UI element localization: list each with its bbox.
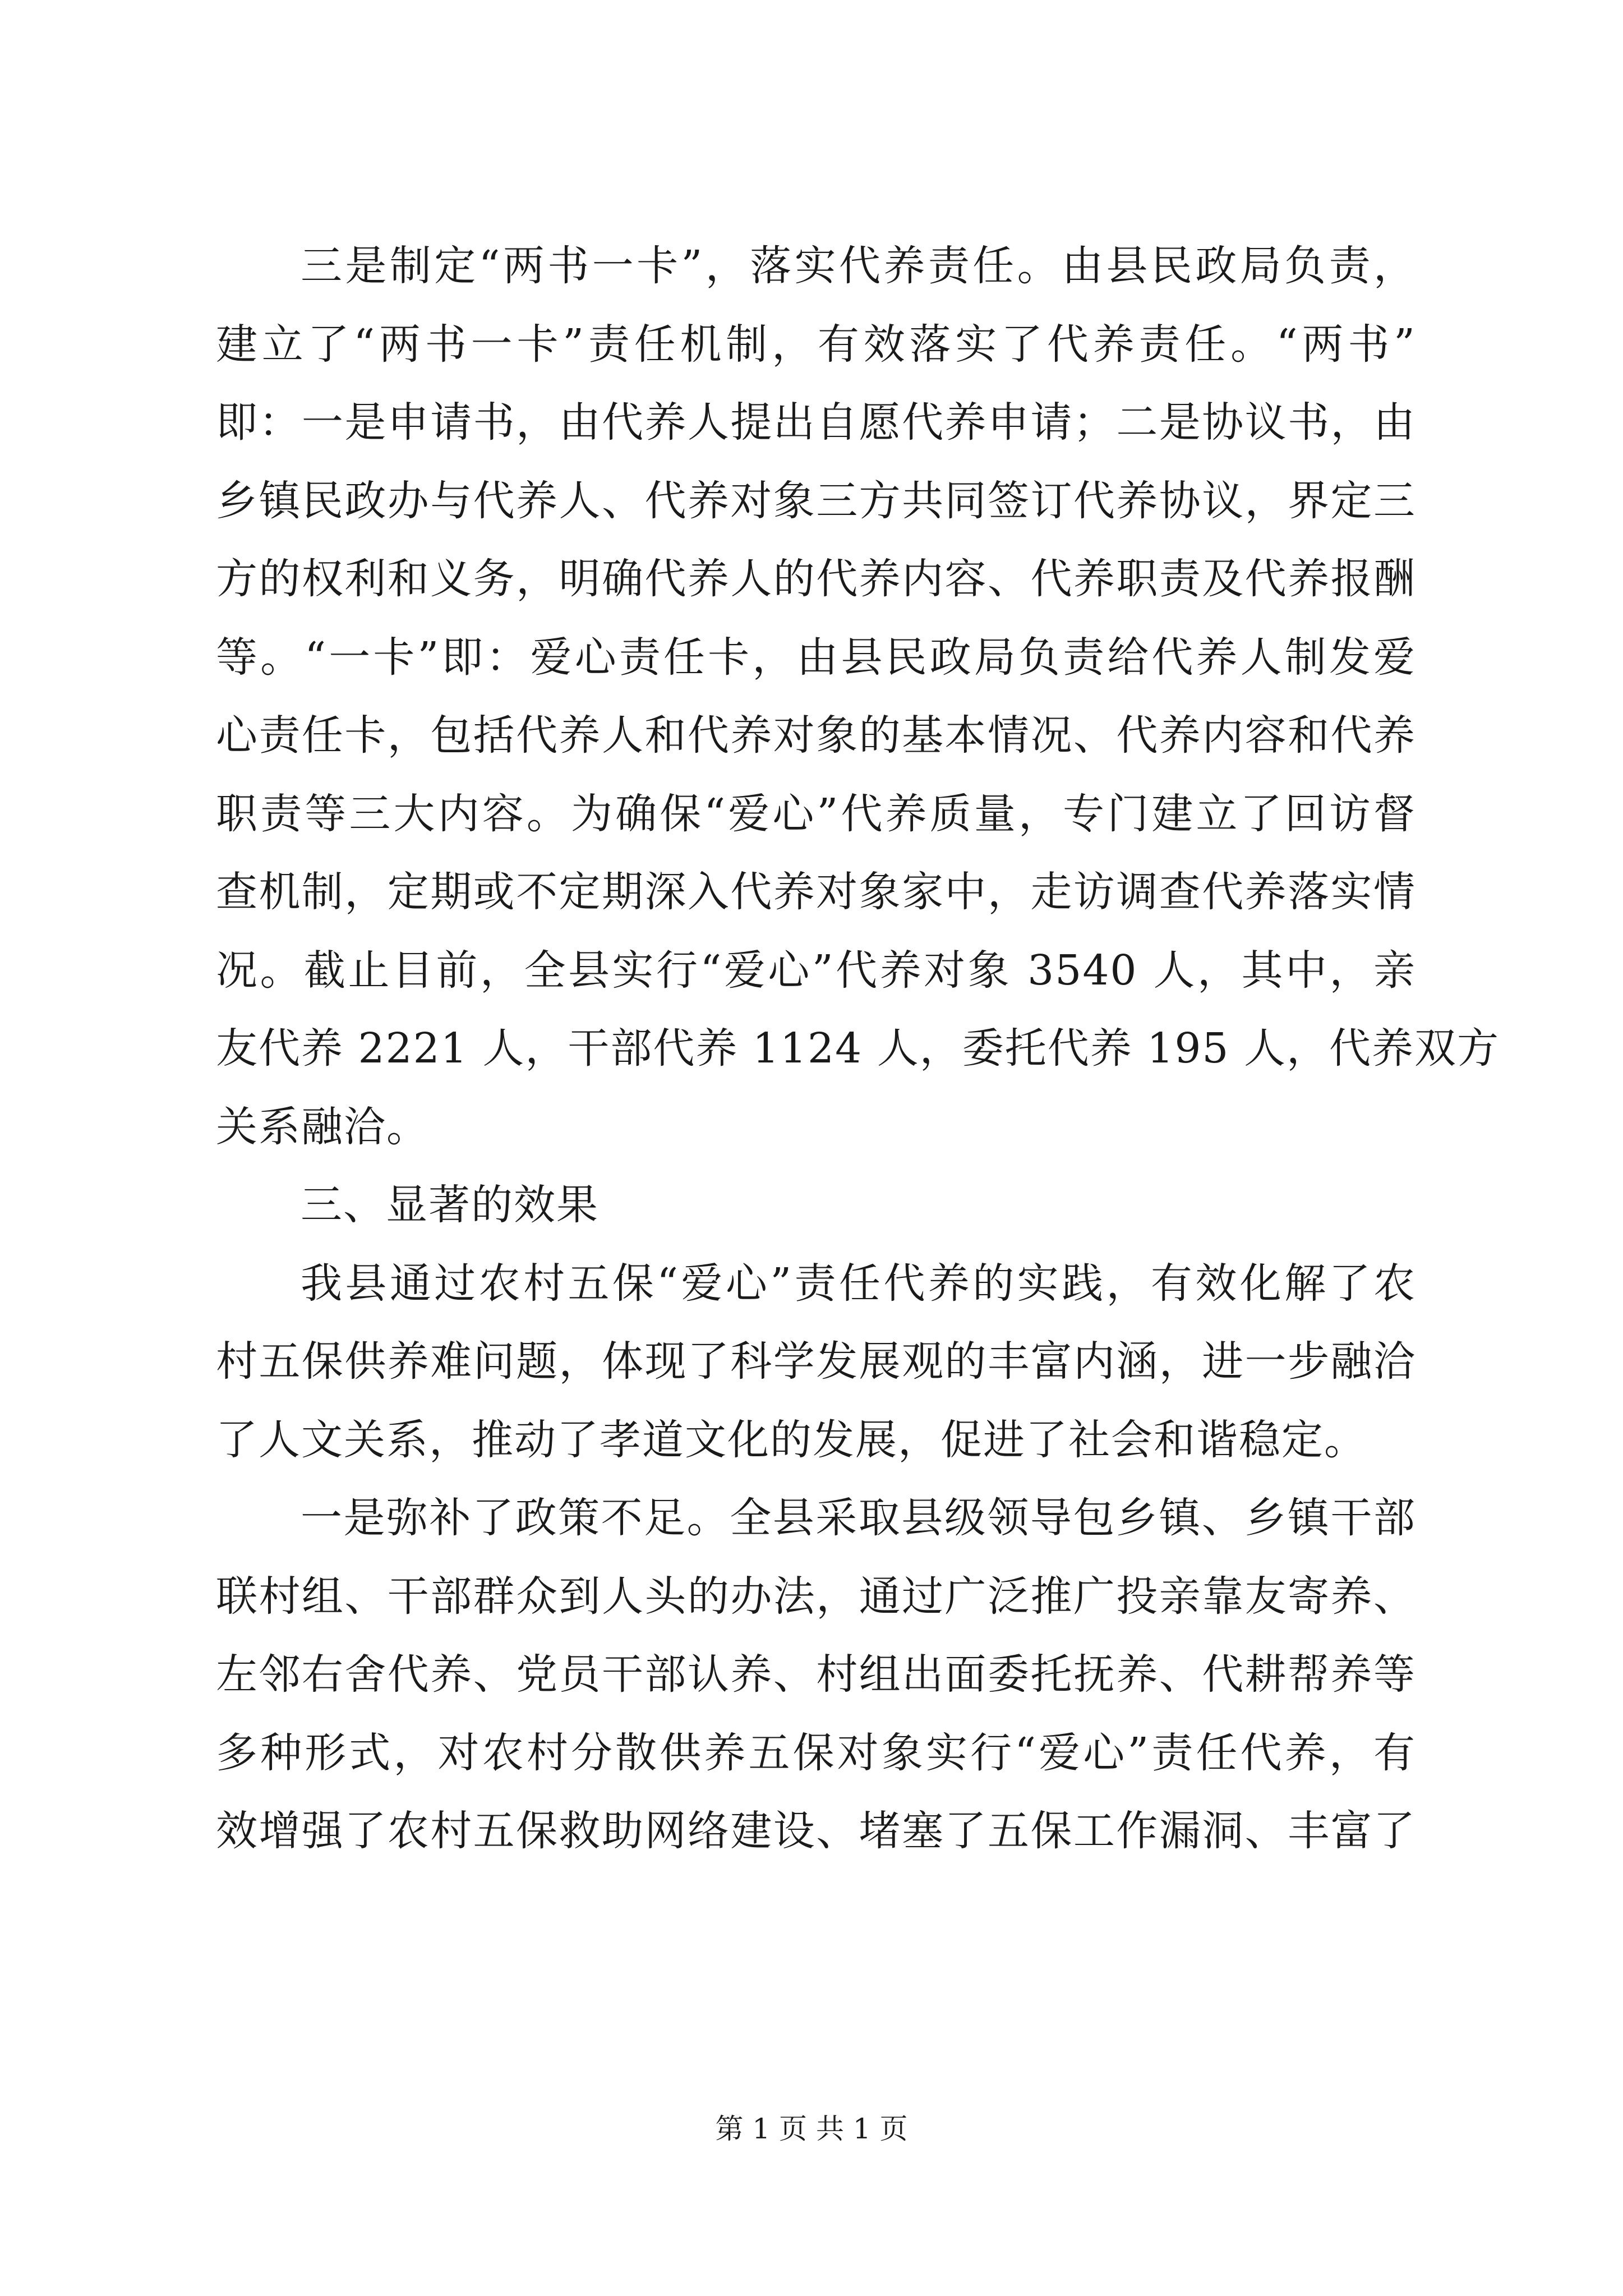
paragraph-line: 左邻右舍代养、党员干部认养、村组出面委托抚养、代耕帮养等 — [216, 1650, 1416, 1699]
paragraph-line: 即：一是申请书，由代养人提出自愿代养申请；二是协议书，由 — [216, 398, 1416, 447]
paragraph-line: 效增强了农村五保救助网络建设、堵塞了五保工作漏洞、丰富了 — [216, 1807, 1416, 1855]
paragraph-line: 联村组、干部群众到人头的办法，通过广泛推广投亲靠友寄养、 — [216, 1572, 1416, 1621]
paragraph-line: 心责任卡，包括代养人和代养对象的基本情况、代养内容和代养 — [216, 711, 1416, 760]
paragraph-line: 乡镇民政办与代养人、代养对象三方共同签订代养协议，界定三 — [216, 476, 1416, 525]
paragraph-line: 等。“一卡”即：爱心责任卡，由县民政局负责给代养人制发爱 — [216, 633, 1416, 682]
paragraph-line: 我县通过农村五保“爱心”责任代养的实践，有效化解了农 — [301, 1259, 1416, 1308]
page-number-footer: 第 1 页 共 1 页 — [715, 2113, 908, 2145]
paragraph-line: 多种形式，对农村分散供养五保对象实行“爱心”责任代养，有 — [216, 1728, 1416, 1777]
paragraph-line: 查机制，定期或不定期深入代养对象家中，走访调查代养落实情 — [216, 868, 1416, 916]
section-heading: 三、显著的效果 — [301, 1181, 599, 1229]
paragraph-line: 关系融洽。 — [216, 1102, 429, 1151]
paragraph-line: 建立了“两书一卡”责任机制，有效落实了代养责任。“两书” — [216, 320, 1416, 369]
paragraph-line: 三是制定“两书一卡”，落实代养责任。由县民政局负责， — [301, 242, 1416, 290]
paragraph-line: 一是弥补了政策不足。全县采取县级领导包乡镇、乡镇干部 — [301, 1494, 1416, 1542]
paragraph-line: 况。截止目前，全县实行“爱心”代养对象 3540 人，其中，亲 — [216, 946, 1416, 995]
paragraph-line: 村五保供养难问题，体现了科学发展观的丰富内涵，进一步融洽 — [216, 1337, 1416, 1386]
document-body — [216, 227, 1500, 1871]
paragraph-line: 友代养 2221 人，干部代养 1124 人，委托代养 195 人，代养双方 — [216, 1024, 1500, 1073]
paragraph-line: 了人文关系，推动了孝道文化的发展，促进了社会和谐稳定。 — [216, 1415, 1367, 1464]
paragraph-line: 方的权利和义务，明确代养人的代养内容、代养职责及代养报酬 — [216, 555, 1416, 603]
paragraph-line: 职责等三大内容。为确保“爱心”代养质量，专门建立了回访督 — [216, 789, 1416, 838]
